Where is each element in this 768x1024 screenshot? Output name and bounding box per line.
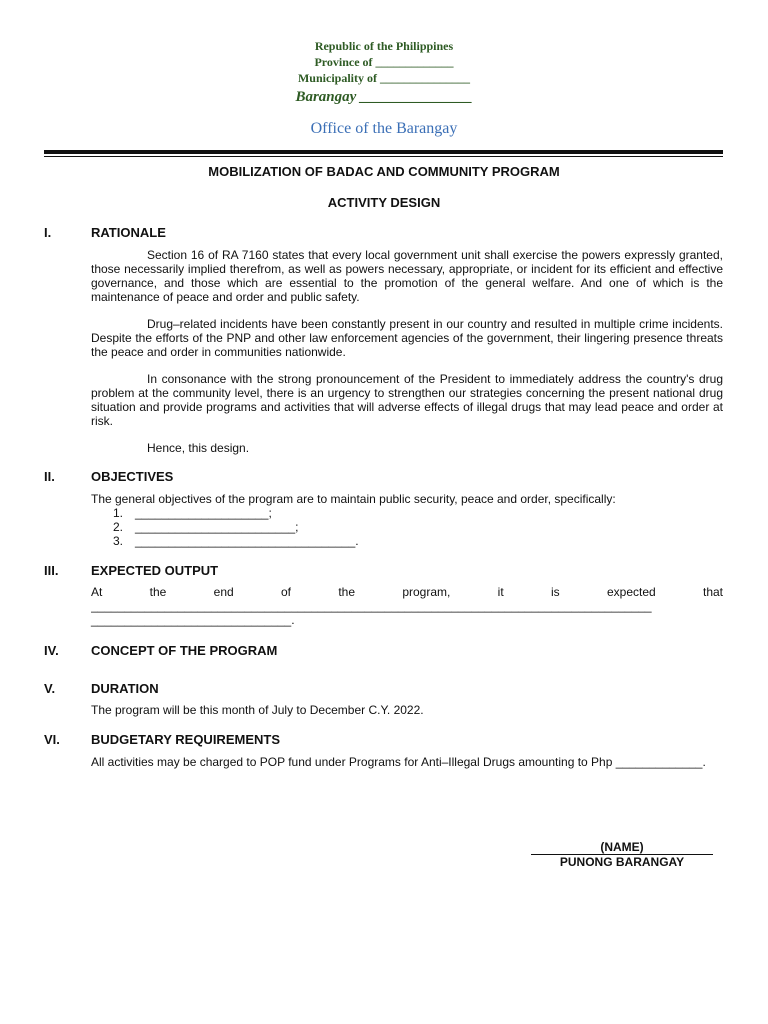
office-title: Office of the Barangay [310, 120, 458, 137]
section-number: V. [44, 681, 56, 696]
list-item: 2. ________________________; [113, 520, 299, 534]
province-line: Province of _____________ [314, 55, 454, 69]
objectives-list [113, 506, 359, 548]
municipality-line: Municipality of _______________ [297, 71, 470, 85]
section-number: III. [44, 563, 59, 578]
header-rule-thin [44, 156, 723, 157]
expected-output-text [91, 585, 723, 627]
section-title: DURATION [91, 681, 159, 696]
budget-text: All activities may be charged to POP fund under Programs for Anti–Illegal Drugs amounting to Php _____________. [91, 755, 706, 769]
signatory-title: PUNONG BARANGAY [559, 855, 685, 869]
expected-output-line-3: ______________________________. [91, 613, 295, 627]
document-subtitle: ACTIVITY DESIGN [327, 195, 441, 210]
rationale-paragraph-2: Drug–related incidents have been constantly present in our country and resulted in multiple crime incidents. Despite the efforts of the PNP and other law enforcement agencies of the government, their lingering presence threats the peace and order in communities nationwide. [91, 317, 723, 359]
section-number: IV. [44, 643, 59, 658]
expected-output-line-1: At the end of the program, it is expected that [91, 585, 723, 599]
objectives-intro: The general objectives of the program are to maintain public security, peace and order, specifically: [91, 492, 616, 506]
section-title: EXPECTED OUTPUT [91, 563, 219, 578]
rationale-paragraph-3: In consonance with the strong pronouncement of the President to immediately address the country's drug problem at the community level, there is an urgency to strengthen our strategies concerning the present national drug situation and provide programs and activities that will adverse effects of illegal drugs that may lead peace and order at risk. [91, 372, 723, 428]
document-title: MOBILIZATION OF BADAC AND COMMUNITY PROGRAM [208, 164, 560, 179]
signatory-name: (NAME) [531, 840, 713, 855]
rationale-paragraph-1: Section 16 of RA 7160 states that every local government unit shall exercise the powers expressly granted, those necessarily implied therefrom, as well as powers necessary, appropriate, or incident for its efficient and effective governance, and those which are essential to the promotion of the general welfare. And one of which is the maintenance of peace and order and public safety. [91, 248, 723, 304]
section-number: VI. [44, 732, 60, 747]
section-title: BUDGETARY REQUIREMENTS [91, 732, 280, 747]
section-number: I. [44, 225, 52, 240]
rationale-paragraph-4: Hence, this design. [147, 441, 250, 455]
section-title: OBJECTIVES [91, 469, 174, 484]
letterhead [0, 38, 768, 107]
duration-text: The program will be this month of July to December C.Y. 2022. [91, 703, 424, 717]
list-item: 1. ____________________; [113, 506, 272, 520]
section-title: CONCEPT OF THE PROGRAM [91, 643, 278, 658]
expected-output-line-2: ____________________________________________________________________________________ [91, 599, 652, 613]
section-number: II. [44, 469, 55, 484]
list-item: 3. _________________________________. [113, 534, 359, 548]
header-rule-thick [44, 150, 723, 154]
republic-line: Republic of the Philippines [314, 39, 454, 53]
section-title: RATIONALE [91, 225, 166, 240]
signature-block [531, 840, 713, 869]
barangay-line: Barangay _______________ [295, 89, 473, 105]
